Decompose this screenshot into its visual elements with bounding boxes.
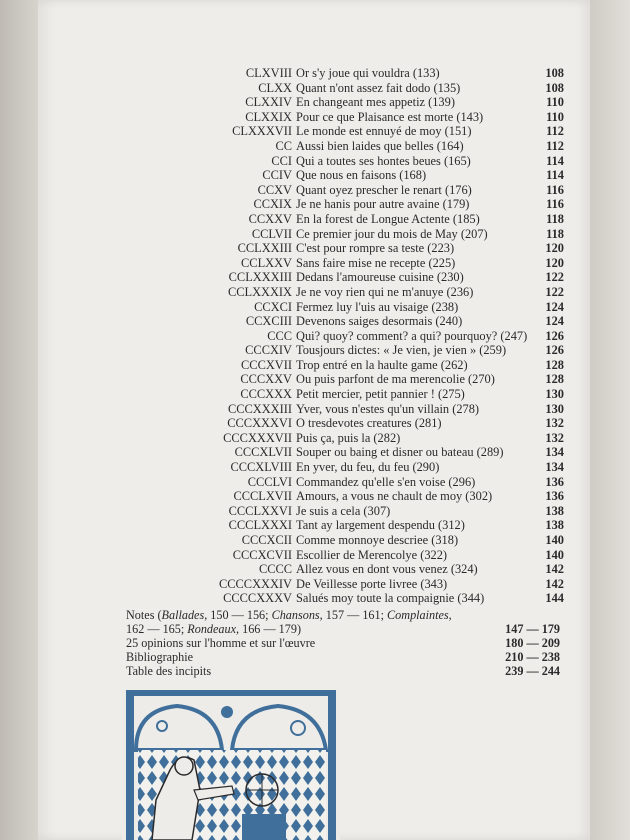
poem-incipit: Amours, a vous ne chault de moy (302): [296, 489, 493, 504]
poem-incipit: Or s'y joue qui vouldra (133): [296, 66, 440, 80]
poem-number: CLXXXVII: [232, 124, 292, 139]
page-number: 118: [546, 211, 564, 226]
poem-number: CCCLVI: [247, 474, 292, 489]
table-incipits-line: Table des incipits 239 — 244: [126, 664, 560, 678]
page-number: 120: [545, 241, 564, 256]
poem-number: CLXXIV: [245, 95, 292, 110]
poem-number: CCLXXXIII: [228, 270, 292, 285]
poem-incipit: Fermez luy l'uis au visaige (238): [296, 299, 459, 314]
poem-incipit: C'est pour rompre sa teste (223): [296, 241, 455, 256]
page-number: 110: [546, 95, 564, 110]
toc-row: [38, 431, 590, 446]
toc-row: [38, 168, 590, 183]
illumination-drawing: [122, 690, 340, 840]
page-number: 134: [545, 445, 564, 460]
toc-row: [38, 256, 590, 271]
page-number: 140: [545, 533, 564, 547]
toc-row: [38, 358, 590, 373]
page-number: 138: [545, 518, 564, 533]
poem-number: CCCLXVII: [233, 489, 292, 504]
page-number: 126: [545, 343, 564, 358]
page-number: 122: [545, 284, 564, 299]
poem-incipit: Tant ay largement despendu (312): [296, 518, 465, 533]
book-edge-right: [590, 0, 630, 840]
poem-number: CCIV: [262, 168, 292, 183]
poem-incipit: En la forest de Longue Actente (185): [296, 211, 480, 226]
toc-row: [38, 402, 590, 417]
toc-row: [38, 66, 590, 81]
poem-number: CCCLXXXI: [228, 518, 292, 533]
poem-number: CLXXIX: [245, 109, 292, 124]
poem-incipit: Je ne hanis pour autre avaine (179): [296, 197, 470, 212]
page-number: 116: [546, 182, 564, 197]
page-number: 124: [545, 299, 564, 314]
poem-number: CCLXXIII: [237, 241, 292, 256]
toc-row: [38, 548, 590, 563]
poem-number: CCLXXV: [241, 255, 292, 270]
poem-number: CCCXIV: [245, 343, 292, 358]
opinions-page-range: 180 — 209: [505, 636, 560, 650]
poem-number: CCXCIII: [245, 314, 292, 329]
page-number: 132: [545, 430, 564, 445]
toc-row: [38, 475, 590, 490]
page-number: 130: [545, 401, 564, 416]
poem-incipit: Le monde est ennuyé de moy (151): [296, 124, 472, 139]
poem-number: CCLXXXIX: [227, 284, 292, 299]
toc-row: [38, 329, 590, 344]
page-number: 122: [545, 270, 564, 285]
toc-row: [38, 154, 590, 169]
page-number: 144: [545, 591, 564, 606]
toc-row: [38, 518, 590, 533]
page-number: 108: [545, 80, 564, 95]
poem-incipit: Quant n'ont assez fait dodo (135): [296, 80, 461, 95]
poem-incipit: Qui? quoy? comment? a qui? pourquoy? (247): [296, 328, 528, 343]
toc-row: [38, 372, 590, 387]
poem-number: CCCXLVII: [234, 445, 292, 460]
toc-row: [38, 504, 590, 519]
page-number: 142: [545, 562, 564, 577]
poem-number: CCCXVII: [241, 357, 292, 372]
poem-incipit: Qui a toutes ses hontes beues (165): [296, 153, 471, 168]
poem-number: CCXIX: [253, 197, 292, 212]
toc-row: [38, 314, 590, 329]
poem-number: CCCCXXXIV: [219, 576, 292, 591]
poem-incipit: Ce premier jour du mois de May (207): [296, 226, 488, 241]
poem-incipit: Sans faire mise ne recepte (225): [296, 255, 456, 270]
poem-incipit: En changeant mes appetiz (139): [296, 95, 455, 110]
back-matter-list: [126, 608, 560, 678]
page-number: 110: [546, 109, 564, 124]
poem-number: CCCC: [258, 562, 292, 577]
poem-incipit: Que nous en faisons (168): [296, 168, 427, 183]
page-number: 120: [545, 255, 564, 270]
poem-number: CCI: [271, 153, 292, 168]
poem-number: CCCXCVII: [232, 547, 292, 562]
page-number: 112: [546, 124, 564, 139]
poem-number: CCCXXV: [240, 372, 292, 387]
poem-incipit: O tresdevotes creatures (281): [296, 416, 442, 431]
toc-row: [38, 197, 590, 212]
page-number: 112: [546, 138, 564, 153]
toc-row: [38, 591, 590, 606]
poem-number: CCCXXXIII: [227, 401, 292, 416]
toc-row: [38, 212, 590, 227]
page-number: 136: [545, 474, 564, 489]
page-number: 128: [545, 372, 564, 387]
poem-number: CCCXCII: [241, 533, 292, 547]
poem-number: CCCXXXVI: [227, 416, 292, 431]
poem-incipit: De Veillesse porte livree (343): [296, 576, 448, 591]
bibliographie-line: Bibliographie 210 — 238: [126, 650, 560, 664]
book-gutter-left: [0, 0, 38, 840]
page-number: 124: [545, 314, 564, 329]
page-number: 140: [545, 547, 564, 562]
toc-row: [38, 577, 590, 592]
poem-incipit: Tousjours dictes: « Je vien, je vien » (259): [296, 343, 507, 358]
poem-incipit: Commandez qu'elle s'en voise (296): [296, 474, 476, 489]
page-number: 136: [545, 489, 564, 504]
page-number: 130: [545, 387, 564, 402]
notes-page-range: 147 — 179: [505, 622, 560, 636]
poem-incipit: Je ne voy rien qui ne m'anuye (236): [296, 284, 474, 299]
poem-number: CLXVIII: [245, 66, 292, 80]
poem-incipit: Je suis a cela (307): [296, 503, 391, 518]
poem-number: CCXCI: [254, 299, 292, 314]
poem-number: CCXV: [257, 182, 292, 197]
toc-row: [38, 489, 590, 504]
toc-row: [38, 387, 590, 402]
poem-number: CCXXV: [248, 211, 292, 226]
toc-row: [38, 227, 590, 242]
poem-number: CC: [275, 138, 292, 153]
poem-incipit: Allez vous en dont vous venez (324): [296, 562, 478, 577]
poem-number: CCCXLVIII: [230, 460, 292, 475]
poem-incipit: Petit mercier, petit pannier ! (275): [296, 387, 465, 402]
page-number: 142: [545, 576, 564, 591]
page-number: 108: [545, 66, 564, 80]
page-number: 114: [546, 153, 564, 168]
table-incipits-page-range: 239 — 244: [505, 664, 560, 678]
poem-number: CCLVII: [251, 226, 292, 241]
poem-incipit: Yver, vous n'estes qu'un villain (278): [296, 401, 480, 416]
table-of-incipits: [38, 66, 590, 606]
poem-incipit: Puis ça, puis la (282): [296, 430, 401, 445]
toc-row: [38, 183, 590, 198]
poem-incipit: En yver, du feu, du feu (290): [296, 460, 440, 475]
page-number: 114: [546, 168, 564, 183]
poem-number: CCCLXXVI: [228, 503, 292, 518]
toc-row: [38, 343, 590, 358]
poem-number: CCCCXXXV: [223, 591, 292, 606]
poem-incipit: Pour ce que Plaisance est morte (143): [296, 109, 484, 124]
toc-row: [38, 460, 590, 475]
poem-incipit: Salués moy toute la compaignie (344): [296, 591, 485, 606]
medieval-illustration: [122, 690, 340, 840]
poem-incipit: Aussi bien laides que belles (164): [296, 138, 464, 153]
toc-row: [38, 285, 590, 300]
page-number: 118: [546, 226, 564, 241]
poem-incipit: Comme monnoye descriee (318): [296, 533, 459, 547]
poem-number: CCC: [267, 328, 292, 343]
poem-incipit: Dedans l'amoureuse cuisine (230): [296, 270, 464, 285]
notes-line-2: 162 — 165; Rondeaux, 166 — 179) 147 — 179: [126, 622, 560, 636]
poem-incipit: Devenons saiges desormais (240): [296, 314, 463, 329]
poem-incipit: Escollier de Merencolye (322): [296, 547, 448, 562]
notes-line-1: Notes (Ballades, 150 — 156; Chansons, 157 — 161; Complaintes,: [126, 608, 452, 622]
poem-incipit: Ou puis parfont de ma merencolie (270): [296, 372, 495, 387]
page-number: 116: [546, 197, 564, 212]
toc-row: [38, 95, 590, 110]
toc-row: [38, 300, 590, 315]
poem-number: CCCXXX: [240, 387, 292, 402]
poem-incipit: Quant oyez prescher le renart (176): [296, 182, 472, 197]
poem-number: CCCXXXVII: [223, 430, 292, 445]
page-number: 128: [545, 357, 564, 372]
opinions-line: 25 opinions sur l'homme et sur l'œuvre 180 — 209: [126, 636, 560, 650]
page-number: 138: [545, 503, 564, 518]
toc-row: [38, 139, 590, 154]
page-number: 132: [545, 416, 564, 431]
poem-incipit: Trop entré en la haulte game (262): [296, 357, 468, 372]
page-number: 126: [545, 328, 564, 343]
poem-number: CLXX: [258, 80, 292, 95]
toc-row: [38, 241, 590, 256]
toc-row: [38, 81, 590, 96]
toc-row: [38, 445, 590, 460]
toc-row: [38, 110, 590, 125]
toc-row: [38, 562, 590, 577]
bibliographie-page-range: 210 — 238: [505, 650, 560, 664]
toc-row: [38, 124, 590, 139]
toc-row: [38, 270, 590, 285]
toc-row: [38, 416, 590, 431]
toc-row: [38, 533, 590, 548]
poem-incipit: Souper ou baing et disner ou bateau (289): [296, 445, 504, 460]
page-number: 134: [545, 460, 564, 475]
